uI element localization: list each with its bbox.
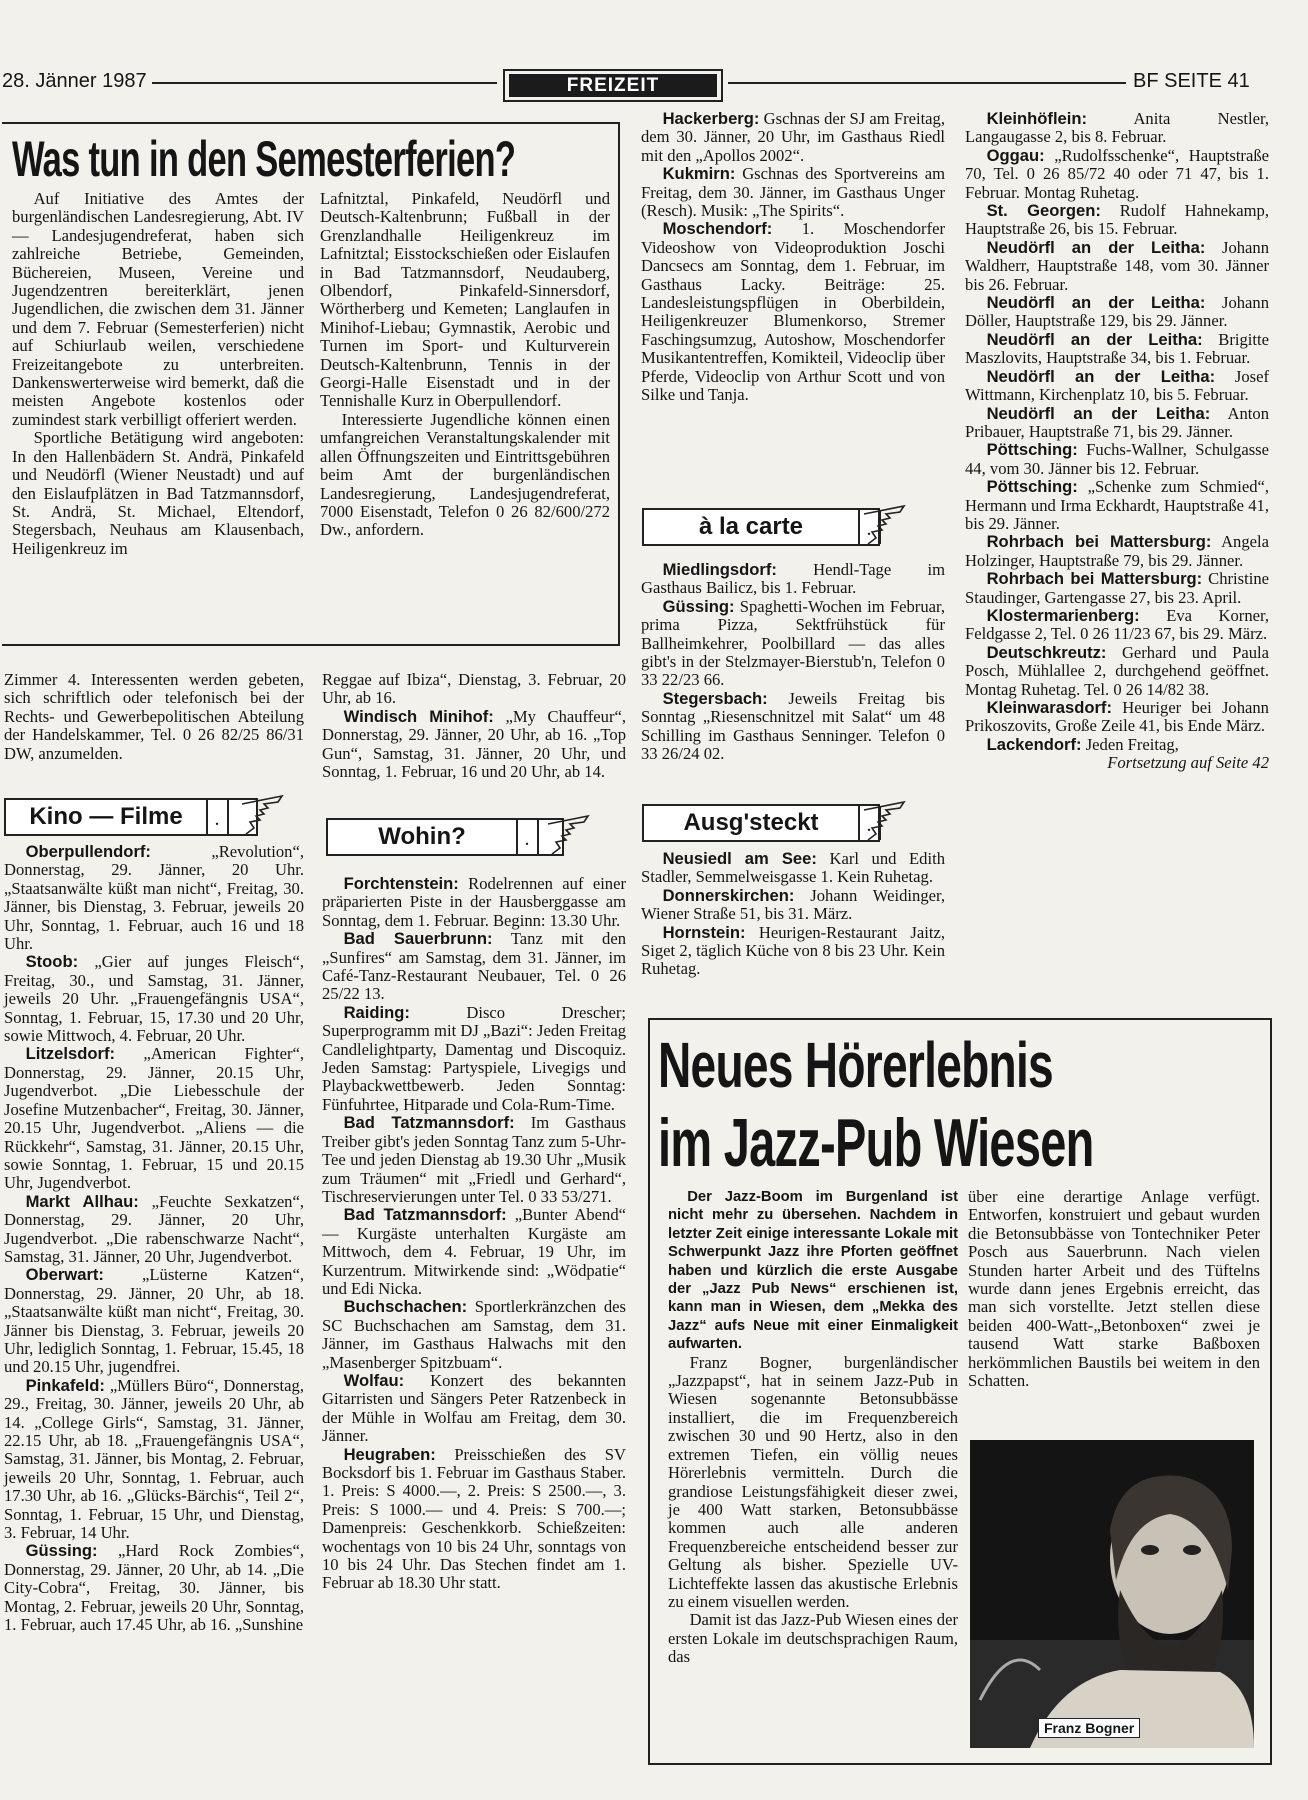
item-text: „Hard Rock Zombies“, Donnerstag, 29. Jänner, 20 Uhr, ab 14. „Die City-Cobra“, Freitag, 30. Jänner, bis Montag, 2. Februar, jeweils 20 Uhr, Sonntag, 1. Februar, auch 17.45 Uhr, ab 16. „Sunshine xyxy=(4,1541,304,1635)
item-place: Markt Allhau: xyxy=(25,1191,139,1211)
list-item xyxy=(641,850,945,887)
list-item xyxy=(4,1045,304,1192)
item-place: Deutschkreutz: xyxy=(986,642,1107,662)
list-item xyxy=(965,533,1269,570)
rubric-label: Kino — Filme xyxy=(6,800,208,834)
list-item xyxy=(965,607,1269,644)
list-item xyxy=(4,1377,304,1543)
kino-list xyxy=(4,843,304,1634)
main-para: Interessierte Jugendliche können einen umfangreichen Veranstaltungskalender mit allen Öffnungszeiten und Eintrittsgebühren beim Amt der burgenländischen Landesregierung, Landesjugendreferat, 7000 Eisenstadt, Telefon 0 26 82/600/272 Dw., anfordern. xyxy=(320,409,610,540)
main-para: Auf Initiative des Amtes der burgenländischen Landesregierung, Abt. IV — Landesjugendreferat, haben sich zahlreiche Betriebe, Gemeinden, Büchereien, Museen, Vereine und Jugendzentren bereiterklärt, jenen Jugendlichen, die zwischen dem 31. Jänner und dem 7. Februar (Semesterferien) nicht auf Schiurlaub weilen, verschiedene Freizeitangebote zu unterbreiten. Dankenswerterweise wird bemerkt, daß die meisten Angebote kostenlos oder zumindest stark verbilligt offeriert werden. xyxy=(12,189,304,429)
item-place: Stoob: xyxy=(25,952,79,972)
list-item xyxy=(4,953,304,1045)
continued-note: Fortsetzung auf Seite 42 xyxy=(1107,753,1269,773)
main-col-2 xyxy=(320,190,610,540)
list-item xyxy=(641,561,945,598)
list-item xyxy=(4,1266,304,1376)
item-text: Anton Pribauer, Hauptstraße 71, bis 29. Jänner. xyxy=(965,403,1270,441)
item-place: Kukmirn: xyxy=(662,164,736,184)
item-text: Sportlerkränzchen des SC Buchschachen am Samstag, dem 31. Jänner, im Gasthaus Halwachs mit den „Masenberger Spitzbuam“. xyxy=(322,1297,626,1372)
list-item xyxy=(965,110,1269,147)
col3-top xyxy=(641,110,945,405)
list-item xyxy=(322,1298,626,1372)
main-para: Lafnitztal, Pinkafeld, Neudörfl und Deutsch-Kaltenbrunn; Fußball in der Grenzlandhalle Heiligenkreuz im Lafnitztal; Eisstockschießen oder Eislaufen in Bad Tatzmannsdorf, Neudauberg, Olbendorf, Pinkafeld-Sinnersdorf, Wörtherberg und Kemeten; Langlaufen in Minihof-Liebau; Gymnastik, Aerobic und Turnen im Sport- und Kulturverein Deutsch-Kaltenbrunn, Tennis in der Georgi-Halle Eisenstadt und in der Tennishalle Kurz in Oberpullendorf. xyxy=(320,189,610,411)
pointing-hand-icon xyxy=(860,800,910,844)
item-text: Christine Staudinger, Gartengasse 27, bis 23. April. xyxy=(965,569,1269,607)
pointing-hand-icon xyxy=(860,504,910,548)
jazz-body: Damit ist das Jazz-Pub Wiesen eines der ersten Lokale im deutschsprachigen Raum, das xyxy=(668,1610,958,1667)
item-place: Donnerskirchen: xyxy=(662,885,795,905)
col4-list xyxy=(965,110,1269,773)
list-item xyxy=(641,598,945,690)
rubric-dot: . xyxy=(207,800,229,834)
item-place: Bad Tatzmannsdorf: xyxy=(343,1113,515,1133)
item-place: Miedlingsdorf: xyxy=(662,560,777,579)
item-place: Rohrbach bei Mattersburg: xyxy=(986,532,1212,552)
wohin-list xyxy=(322,875,626,1593)
list-item xyxy=(965,478,1269,533)
item-place: Neudörfl an der Leitha: xyxy=(986,293,1206,313)
list-item xyxy=(965,441,1269,478)
item-text: Hendl-Tage im Gasthaus Bailicz, bis 1. Februar. xyxy=(641,560,945,598)
item-text: Jeden Freitag, xyxy=(1085,734,1179,754)
item-text: Johann Döller, Hauptstraße 129, bis 29. Jänner. xyxy=(965,293,1269,331)
item-place: Raiding: xyxy=(343,1002,410,1022)
list-item xyxy=(322,708,626,782)
pointing-hand-icon xyxy=(238,794,288,838)
main-para: Sportliche Betätigung wird angeboten: In den Hallenbädern St. Andrä, Pinkafeld und Neudörfl (Wiener Neustadt) und auf den Eislaufplätzen in Bad Tatzmannsdorf, St. Andrä, St. Michael, Eltendorf, Stegersbach, Neuhaus am Klausenbach, Heiligenkreuz im xyxy=(12,428,304,558)
page-number: BF SEITE 41 xyxy=(1133,70,1250,92)
photo-caption: Franz Bogner xyxy=(1038,1718,1140,1738)
pointing-hand-icon xyxy=(544,814,594,858)
jazz-left-col xyxy=(668,1188,958,1667)
rubric-label: à la carte xyxy=(644,510,860,544)
list-item xyxy=(965,239,1269,294)
section-label-box xyxy=(503,69,723,102)
item-place: Litzelsdorf: xyxy=(25,1044,115,1064)
item-place: Klostermarienberg: xyxy=(986,605,1140,625)
item-text: Angela Holzinger, Hauptstraße 79, bis 29. Jänner. xyxy=(965,532,1269,570)
item-place: Stegersbach: xyxy=(662,688,768,708)
item-place: Oggau: xyxy=(986,145,1045,165)
main-headline: Was tun in den Semesterferien? xyxy=(12,131,516,187)
list-item xyxy=(4,1193,304,1267)
section-label: FREIZEIT xyxy=(509,74,717,97)
item-place: Pöttsching: xyxy=(986,440,1078,460)
jazz-body: Franz Bogner, burgenländischer „Jazzpapst“, hat in seinem Jazz-Pub in Wiesen sogenannte Betonsubbässe installiert, die im Frequenzbereich zwischen 30 und 90 Hertz, also in den extremen Tiefen, ein völlig neues Hörerlebnis vermitteln. Durch die grandiose Leistungsfähigkeit dieser zwei, je 400 Watt starken, Betonsubbässe kommen auch alle anderen Frequenzbereiche entscheidend besser zur Geltung als bisher. Spezielle UV-Lichteffekte lassen das akustische Erlebnis zu einem visuellen werden. xyxy=(668,1352,958,1611)
list-item xyxy=(322,1206,626,1298)
list-item xyxy=(641,924,945,979)
rubric-label: Wohin? xyxy=(328,820,518,854)
item-text: Gschnas der SJ am Freitag, dem 30. Jänner, 20 Uhr, im Gasthaus Riedl mit den „Apollos 2002“. xyxy=(641,109,945,165)
item-text: Rodelrennen auf einer präparierten Piste in der Hausberggasse am Sonntag, dem 1. Februar. Beginn: 13.30 Uhr. xyxy=(322,874,626,930)
item-text: Heurigen-Restaurant Jaitz, Siget 2, täglich Küche von 8 bis 23 Uhr. Kein Ruhetag. xyxy=(641,922,945,979)
col2-top xyxy=(322,671,626,781)
list-item xyxy=(4,843,304,953)
item-text: Tanz mit den „Sunfires“ am Samstag, dem 31. Jänner, im Café-Tanz-Restaurant Neubauer, Tel. 0 26 25/22 13. xyxy=(322,929,626,1004)
list-item xyxy=(322,930,626,1004)
item-text: „My Chauffeur“, Donnerstag, 29. Jänner, 20 Uhr, ab 16. „Top Gun“, Samstag, 31. Jänner, 20 Uhr, und Sonntag, 1. Februar, 16 und 20 Uhr, ab 14. xyxy=(322,706,626,782)
item-text: Anita Nestler, Langaugasse 2, bis 8. Februar. xyxy=(965,109,1269,147)
item-place: Kleinwarasdorf: xyxy=(986,698,1112,717)
list-item xyxy=(965,644,1269,699)
list-item xyxy=(965,202,1269,239)
list-item xyxy=(641,220,945,404)
list-item xyxy=(965,294,1269,331)
item-place: Hackerberg: xyxy=(662,109,760,128)
list-item xyxy=(965,405,1269,442)
item-text: Gschnas des Sportvereins am Freitag, dem 30. Jänner, im Gasthaus Unger (Resch). Musik: „The Spirits“. xyxy=(641,164,946,221)
portrait-photo xyxy=(970,1440,1254,1748)
item-place: Hornstein: xyxy=(662,922,746,942)
item-text: Spaghetti-Wochen im Februar, prima Pizza, Sektfrühstück für Ballheimkehrer, Poolbillard — das alles gibt's in der Stelzmayer-Bierstub'n, Telefon 0 33 22/23 66. xyxy=(641,596,945,690)
portrait-illustration xyxy=(970,1440,1254,1748)
item-text: Fuchs-Wallner, Schulgasse 44, vom 30. Jänner bis 12. Februar. xyxy=(965,440,1269,478)
list-item xyxy=(641,690,945,764)
header-rule-right xyxy=(728,82,1126,84)
item-place: St. Georgen: xyxy=(986,201,1101,221)
list-item xyxy=(641,110,945,165)
item-text: „Rudolfsschenke“, Hauptstraße 70, Tel. 0 26 85/72 40 oder 71 47, bis 1. Februar. Montag Ruhetag. xyxy=(965,145,1269,202)
rubric-ausgsteckt xyxy=(642,804,880,842)
item-place: Neudörfl an der Leitha: xyxy=(986,329,1203,349)
rubric-wohin xyxy=(326,818,564,856)
rubric-kino xyxy=(4,798,258,836)
item-text: „Bunter Abend“ — Kurgäste unterhalten Kurgäste am Mittwoch, dem 4. Februar, 19 Uhr, im Kurzentrum. Mitwirkende sind: „Wödpatie“ und Edi Nicka. xyxy=(322,1205,627,1298)
jazz-headline-1: Neues Hörerlebnis xyxy=(658,1029,1053,1101)
item-text: Josef Wittmann, Kirchenplatz 10, bis 5. Februar. xyxy=(965,366,1269,405)
list-item xyxy=(965,331,1269,368)
list-item xyxy=(965,368,1269,405)
item-text: Johann Waldherr, Hauptstraße 148, vom 30. Jänner bis 26. Februar. xyxy=(965,237,1269,294)
item-place: Rohrbach bei Mattersburg: xyxy=(986,569,1203,589)
issue-date: 28. Jänner 1987 xyxy=(2,70,147,92)
item-text: Preisschießen des SV Bocksdorf bis 1. Februar im Gasthaus Staber. 1. Preis: S 4000.—, 2. Preis: S 2500.—, 3. Preis: S 1000.— und 4. Preis: S 700.—; Damenpreis: Geschenkkorb. Schießzeiten: wochentags von 10 bis 24 Uhr, sonntags von 10 bis 24 Uhr. Das Stechen findet am 1. Februar ab 18.30 Uhr statt. xyxy=(322,1444,626,1593)
carte-list xyxy=(641,561,945,763)
item-place: Neudörfl an der Leitha: xyxy=(986,237,1206,257)
rubric-dot: . xyxy=(859,806,881,840)
list-item xyxy=(322,1372,626,1446)
item-text: Disco Drescher; Superprogramm mit DJ „Bazi“: Jeden Freitag Candlelightparty, Damentag und Discoquiz. Jeden Samstag: Partyspiele, Livegigs und Playbackwettbewerb. Jeden Sonntag: Fünfuhrtee, Hitparade und Cola-Rum-Time. xyxy=(322,1002,626,1114)
item-text: „Feuchte Sexkatzen“, Donnerstag, 29. Jänner, 20 Uhr, Jugendverbot. „Die rabenschwarze Nacht“, Samstag, 31. Jänner, 20 Uhr, Jugendverbot. xyxy=(4,1191,304,1266)
item-text: „American Fighter“, Donnerstag, 29. Jänner, 20.15 Uhr, Jugendverbot. „Die Liebesschule der Josefine Mutzenbacher“, Freitag, 30. Jänner, 20.15 Uhr, Jugendverbot. „Aliens — die Rückkehr“, Samstag, 31. Jänner, 20.15 Uhr, sowie Sonntag, 1. Februar, 15 und 20.15 Uhr, Jugendverbot. xyxy=(4,1044,304,1193)
item-place: Oberpullendorf: xyxy=(25,842,151,861)
list-item xyxy=(322,1114,626,1206)
list-item xyxy=(322,671,626,708)
item-text: Gerhard und Paula Posch, Mühlallee 2, durchgehend geöffnet. Montag Ruhetag. Tel. 0 26 14/82 38. xyxy=(965,642,1269,699)
ausg-list xyxy=(641,850,945,979)
list-item xyxy=(965,147,1269,202)
main-col-1 xyxy=(12,190,304,558)
header-rule-left xyxy=(152,82,497,84)
jazz-article-box xyxy=(648,1018,1272,1765)
jazz-right-col xyxy=(968,1188,1260,1390)
item-place: Neudörfl an der Leitha: xyxy=(986,366,1216,386)
item-text: Heuriger bei Johann Prikoszovits, Große Zeile 41, bis Ende März. xyxy=(965,698,1269,736)
item-text: Brigitte Maszlovits, Hauptstraße 34, bis 1. Februar. xyxy=(965,329,1269,368)
left-continuation xyxy=(4,671,304,763)
item-place: Heugraben: xyxy=(343,1444,436,1464)
rubric-carte xyxy=(642,508,880,546)
item-place: Wolfau: xyxy=(343,1370,405,1390)
item-text: Eva Korner, Feldgasse 2, Tel. 0 26 11/23 67, bis 29. März. xyxy=(965,605,1269,644)
item-text: Johann Weidinger, Wiener Straße 51, bis 31. März. xyxy=(641,885,945,924)
list-item xyxy=(641,887,945,924)
list-item xyxy=(965,736,1269,754)
item-place: Oberwart: xyxy=(25,1265,104,1285)
continuation-text: Zimmer 4. Interessenten werden gebeten, sich schriftlich oder telefonisch bei der Rechts- und Gewerbepolitischen Abteilung der Handelskammer, Tel. 0 26 82/25 86/31 DW, anzumelden. xyxy=(4,670,304,763)
item-place: Neusiedl am See: xyxy=(662,849,817,868)
item-place: Lackendorf: xyxy=(986,734,1082,754)
main-article-box xyxy=(2,122,620,646)
item-text: Jeweils Freitag bis Sonntag „Riesenschnitzel mit Salat“ um 48 Schilling im Gasthaus Senninger. Telefon 0 33 26/24 02. xyxy=(641,688,945,764)
list-item xyxy=(4,1542,304,1634)
jazz-lead: Der Jazz-Boom im Burgenland ist nicht mehr zu übersehen. Nachdem in letzter Zeit einige interessante Lokale mit Schwerpunkt Jazz ihre Pforten geöffnet haben und kürzlich die erste Ausgabe der „Jazz Pub News“ erschienen ist, kann man in Wiesen, dem „Mekka des Jazz“ aufs Neue mit einer Einmaligkeit aufwarten. xyxy=(668,1189,958,1353)
header xyxy=(0,0,1308,100)
item-place: Neudörfl an der Leitha: xyxy=(986,403,1211,423)
item-text: „Revolution“, Donnerstag, 29. Jänner, 20 Uhr. „Staatsanwälte küßt man nicht“, Freitag, 30. Jänner, bis Dienstag, 3. Februar, jeweils 20 Uhr, Sonntag, 1. Februar, auch 16 und 18 Uhr. xyxy=(4,842,304,954)
item-place: Güssing: xyxy=(25,1541,98,1561)
item-text: „Müllers Büro“, Donnerstag, 29., Freitag, 30. Jänner, jeweils 20 Uhr, ab 14. „College Girls“, Samstag, 31. Jänner, 22.15 Uhr, ab 18. „Frauengefängnis USA“, Samstag, 31. Jänner, bis Montag, 2. Februar, jeweils 20 Uhr, Sonntag, 1. Februar, auch 17.30 Uhr, ab 16. „Glücks-Bärchis“, Teil 2“, Sonntag, 1. Februar, 15 Uhr, und Dienstag, 3. Februar, 14 Uhr. xyxy=(4,1375,304,1543)
item-text: „Schenke zum Schmied“, Hermann und Irma Eckhardt, Hauptstraße 41, bis 29. Jänner. xyxy=(965,477,1269,533)
jazz-body: über eine derartige Anlage verfügt. Entworfen, konstruiert und gebaut wurden die Betonsubbässe von Tontechniker Peter Posch aus Sauerbrunn. Nach vielen Stunden harter Arbeit und des Tüftelns wurde dann jenes Ergebnis erreicht, das man sich vorstellte. Jetzt stellen diese beiden 400-Watt-„Betonboxen“ zwei je tausend Watt starke Baßboxen herkömmlichen Baustils bei weitem in den Schatten. xyxy=(968,1187,1260,1391)
list-item xyxy=(322,1446,626,1593)
item-place: Moschendorf: xyxy=(662,219,773,239)
list-item xyxy=(641,165,945,220)
item-text: 1. Moschendorfer Videoshow von Videoproduktion Joschi Dancsecs am Sonntag, dem 1. Februar, im Gasthaus Lacky. Beiträge: 25. Landesleistungspflügen in Oberbildein, Heiligenkreuzer Blumenkorso, Stremer Faschingsumzug, Autoshow, Moschendorfer Musikantentreffen, Komikteil, Videoclip über Pferde, Videoclip von Arthur Scott und von Silke und Tanja. xyxy=(641,219,945,405)
item-text: Reggae auf Ibiza“, Dienstag, 3. Februar, 20 Uhr, ab 16. xyxy=(322,670,626,708)
item-place: Güssing: xyxy=(662,596,735,616)
item-place: Bad Tatzmannsdorf: xyxy=(343,1205,507,1225)
rubric-dot: . xyxy=(517,820,539,854)
item-place: Pinkafeld: xyxy=(25,1375,105,1395)
list-item xyxy=(322,875,626,930)
item-place: Bad Sauerbrunn: xyxy=(343,929,493,949)
item-text: „Lüsterne Katzen“, Donnerstag, 29. Jänner, 20 Uhr, ab 18. „Staatsanwälte küßt man nicht“, Freitag, 30. Jänner bis Dienstag, 3. Februar, jeweils 20 Uhr, lediglich Sonntag, 1. Februar, 15.45, 18 und 20.15 Uhr, jugendfrei. xyxy=(4,1265,304,1377)
item-place: Windisch Minihof: xyxy=(343,706,494,726)
item-place: Buchschachen: xyxy=(343,1297,468,1317)
item-text: Konzert des bekannten Gitarristen und Sängers Peter Ratzenbeck in der Mühle in Wolfau am Freitag, dem 30. Jänner. xyxy=(322,1370,626,1446)
list-item xyxy=(965,570,1269,607)
item-text: Karl und Edith Stadler, Semmelweisgasse 1. Kein Ruhetag. xyxy=(641,849,945,887)
list-item xyxy=(965,699,1269,736)
item-text: Rudolf Hahnekamp, Hauptstraße 26, bis 15. Februar. xyxy=(965,201,1269,239)
item-text: Im Gasthaus Treiber gibt's jeden Sonntag Tanz zum 5-Uhr-Tee und jeden Dienstag ab 19.30 Uhr „Musik zum Träumen“ mit „Friedl und Gerhard“, Tischreservierungen unter Tel. 0 33 53/271. xyxy=(322,1113,627,1206)
item-place: Kleinhöflein: xyxy=(986,109,1088,128)
rubric-label: Ausg'steckt xyxy=(644,806,860,840)
item-place: Forchtenstein: xyxy=(343,874,459,893)
item-place: Pöttsching: xyxy=(986,477,1078,497)
rubric-dot: . xyxy=(859,510,881,544)
list-item xyxy=(322,1004,626,1114)
jazz-headline-2: im Jazz-Pub Wiesen xyxy=(658,1105,1094,1181)
item-text: „Gier auf junges Fleisch“, Freitag, 30., und Samstag, 31. Jänner, jeweils 20 Uhr. „Frauengefängnis USA“, Sonntag, 1. Februar, 15, 17.30 und 20 Uhr, sowie Mittwoch, 4. Februar, 20 Uhr. xyxy=(4,952,304,1046)
